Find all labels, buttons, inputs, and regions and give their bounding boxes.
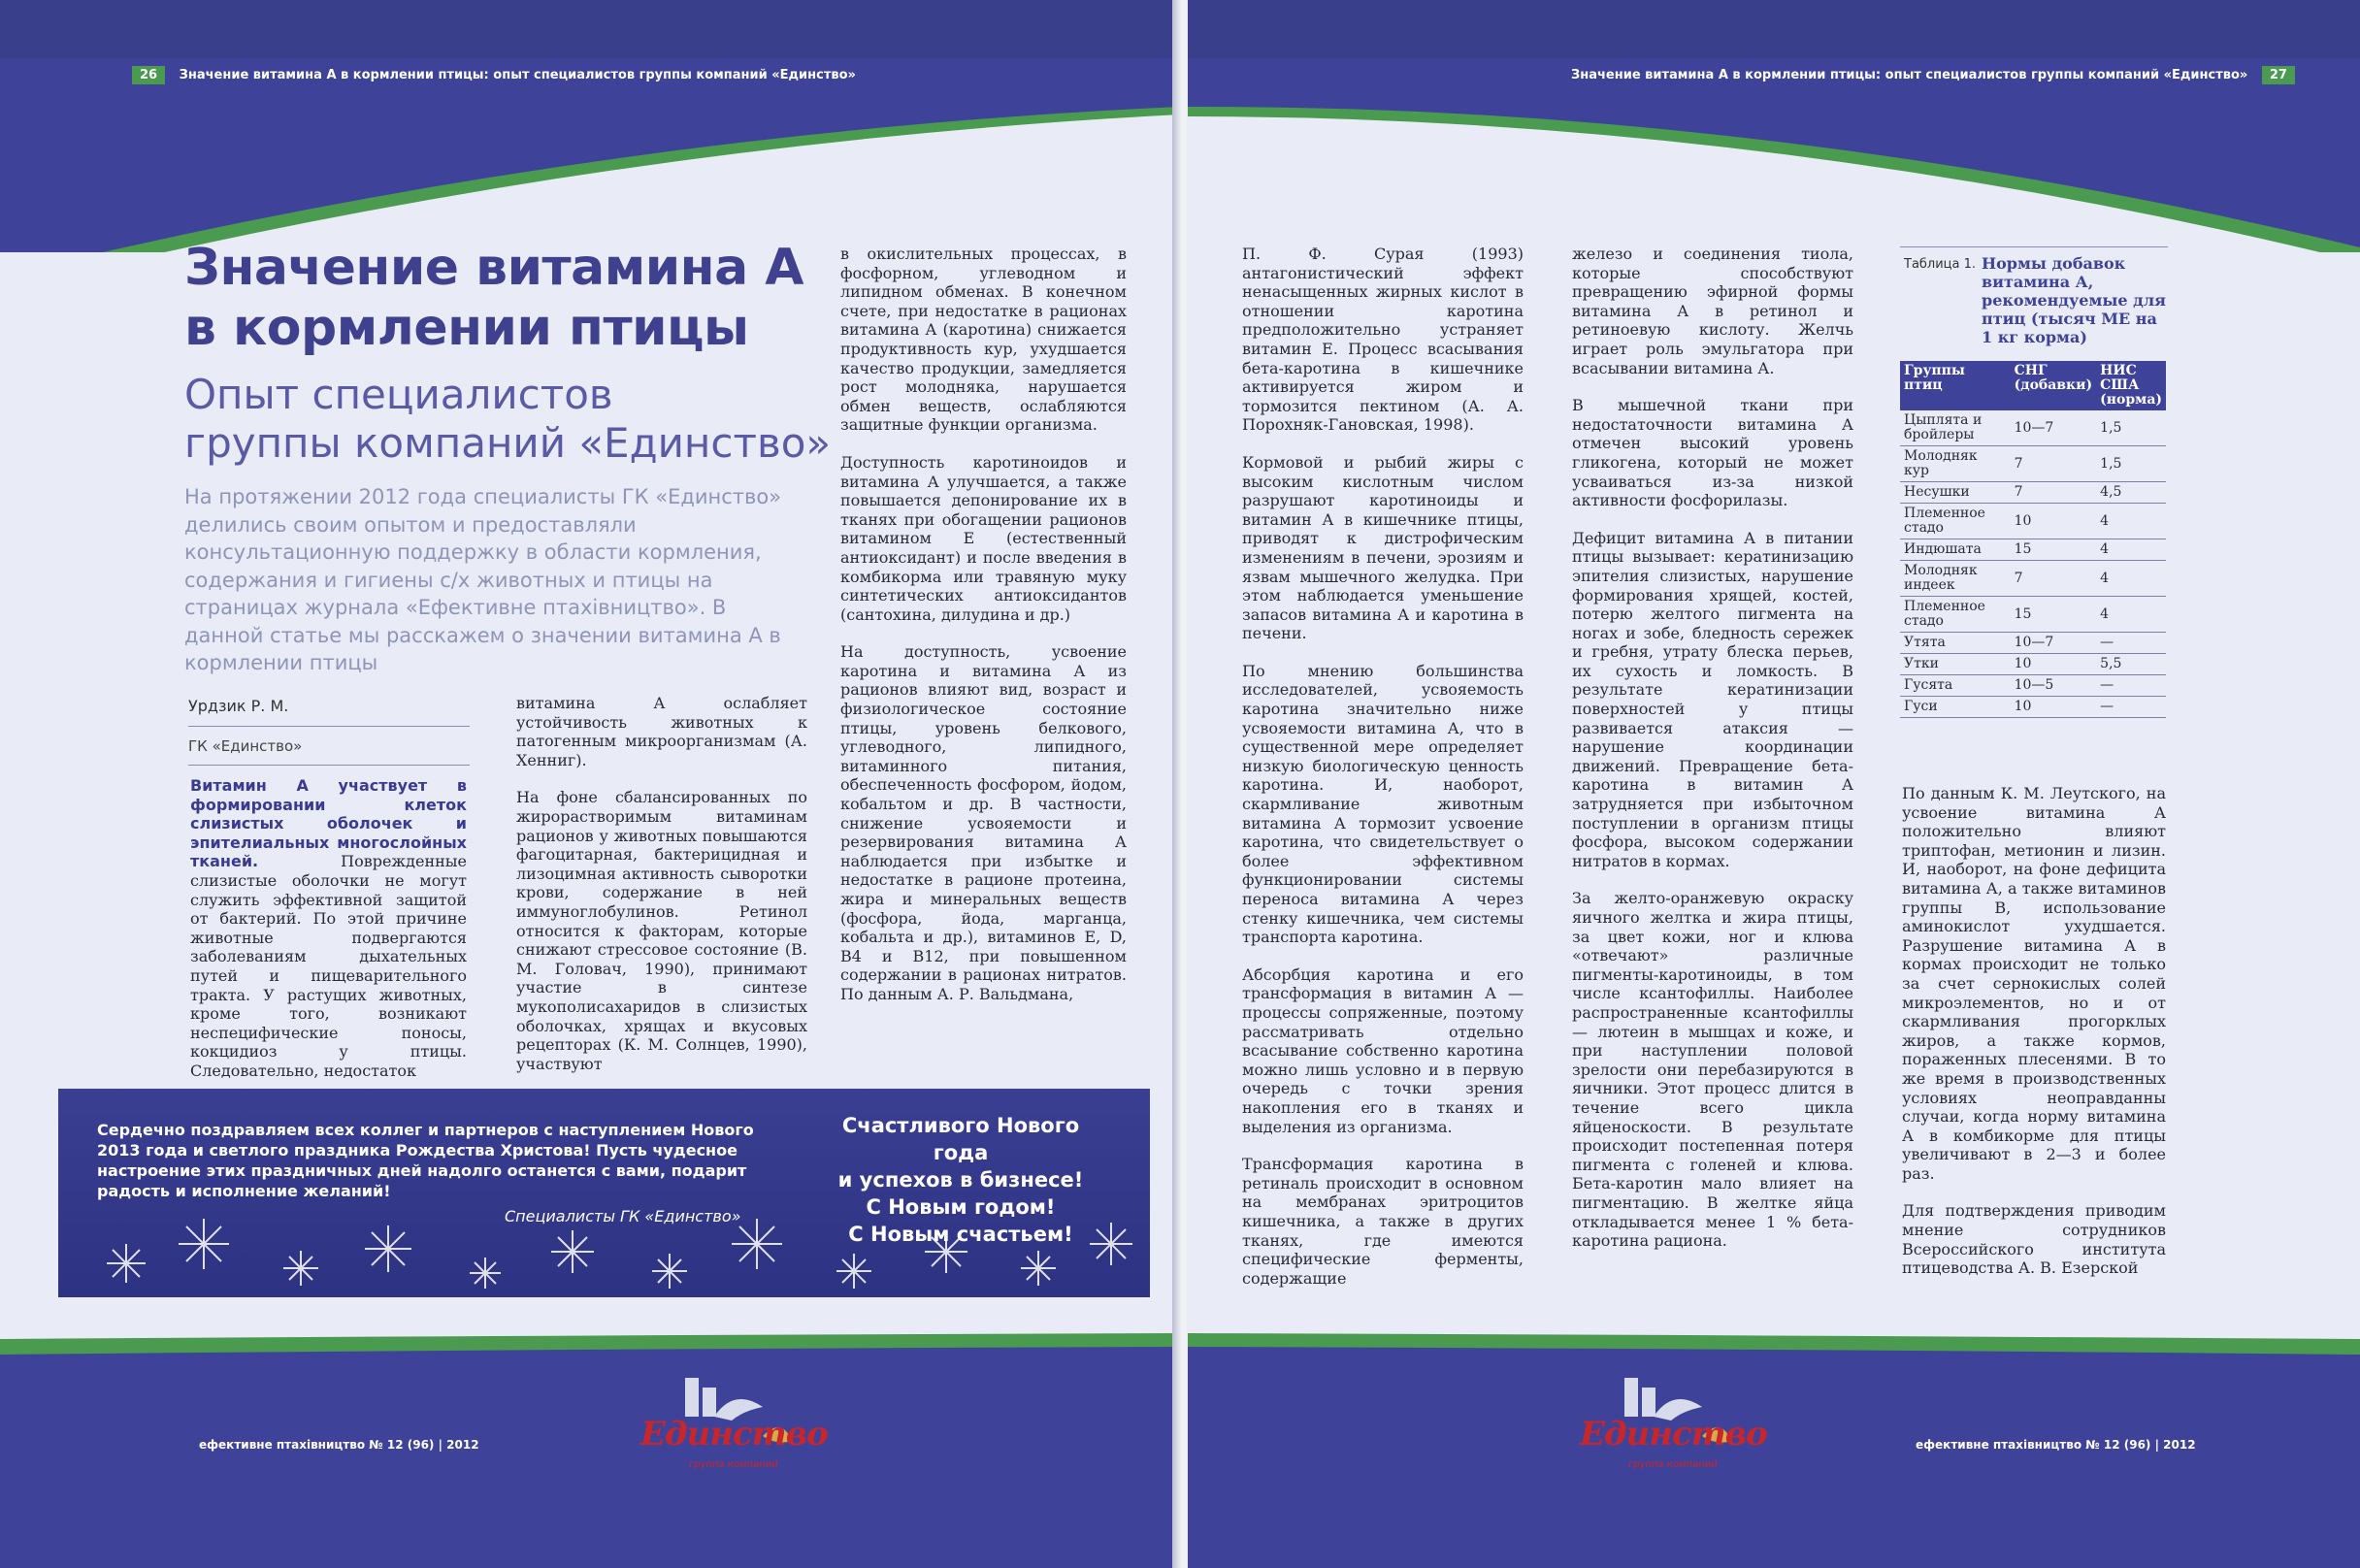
table-cell: 7 (2011, 561, 2097, 597)
table-cell: 15 (2011, 539, 2097, 561)
page-number: 27 (2262, 66, 2295, 84)
table-cell: Племенное стадо (1900, 597, 2011, 633)
greeting-banner (58, 1089, 1150, 1297)
col3-p2: Для подтверждения приводим мнение сотрудников Всероссийского института птицеводства А. В. Езерской (1902, 1201, 2166, 1278)
table-cell: 4 (2096, 561, 2166, 597)
col3-p1: в окислительных процессах, в фосфорном, углеводном и липидном обменах. В конечном счете, при недостатке в рационах витамина А (каротина) снижается продуктивность кур, ухудшается качество продукции, замедляется рост молодняка, нарушается обмен веществ, ослабляются защитные функции организма. (840, 245, 1127, 435)
greeting-text: Сердечно поздравляем всех коллег и партнеров с наступлением Нового 2013 года и светлого праздника Рождества Христова! Пусть чудесное настроение этих праздничных дней надолго останется с вами, подарит радость и исполнение желаний! (97, 1121, 754, 1200)
table-row (1900, 446, 2166, 482)
column-2 (1572, 245, 1853, 1269)
table-cell: 4 (2096, 539, 2166, 561)
right-page (1188, 0, 2360, 1568)
company-logo (617, 1378, 828, 1485)
new-year-wish (815, 1112, 1106, 1248)
table-title: Нормы добавок витамина А, рекомендуемые для птиц (тысяч МЕ на 1 кг корма) (1982, 254, 2166, 346)
wish-line-4: С Новым счастьем! (848, 1223, 1073, 1246)
table-row (1900, 654, 2166, 675)
table-cell: 4,5 (2096, 482, 2166, 504)
divider (188, 726, 470, 727)
col1-p2: Кормовой и рыбий жиры с высоким кислотным числом разрушают каротиноиды и витамин А в кишечнике птицы, приводят к дистрофическим изменениям в печени, эрозиям и язвам мышечного желудка. При этом наблюдается уменьшение запасов витамина А и каротина в печени. (1242, 452, 1524, 643)
table-cell: 7 (2011, 482, 2097, 504)
table-cell: 15 (2011, 597, 2097, 633)
running-head (122, 66, 856, 84)
table-row (1900, 410, 2166, 446)
table-cell: Цыплята и бройлеры (1900, 410, 2011, 446)
running-head-text: Значение витамина А в кормлении птицы: опыт специалистов группы компаний «Единство» (1571, 68, 2248, 82)
lead-paragraph: На протяжении 2012 года специалисты ГК «Единство» делились своим опытом и предоставляли консультационную поддержку в области кормления, содержания и гигиены с/х животных и птицы на страницах журнала «Ефективне птахівництво». В данной статье мы расскажем о значении витамина А в кормлении птицы (184, 485, 782, 674)
wish-line-3: С Новым годом! (866, 1195, 1056, 1219)
author: Урдзик Р. М. (188, 697, 289, 715)
col1-p4: Абсорбция каротина и его трансформация в витамин А — процессы сопряженные, поэтому рассматривать отдельно всасывание собственно каротина можно лишь условно и в первую очередь с точки зрения накопления его в тканях и выделения из организма. (1242, 964, 1524, 1136)
table-cell: — (2096, 675, 2166, 697)
col1-text: Поврежденные слизистые оболочки не могут служить эффективной защитой от бактерий. По этой причине животные подвергаются заболеваниям дыхательных путей и пищеварительного тракта. У растущих животных, кроме того, возникают неспецифические поносы, кокцидиоз у птицы. Следовательно, недостаток (190, 852, 467, 1080)
table-cell: 10—7 (2011, 633, 2097, 654)
col2-p1: витамина А ослабляет устойчивость животных к патогенным микроорганизмам (А. Хенниг). (516, 694, 807, 769)
column-1 (190, 776, 467, 1099)
col2-p4: За желто-оранжевую окраску яичного желтка и жира птицы, за цвет кожи, ног и клюва «отвечают» различные пигменты-каротиноиды, в том числе ксантофиллы. Наиболее распространенные ксантофиллы — лютеин в мышцах и коже, и при наступлении половой зрелости они перебазируются в яичники. Этот процесс длится в течение всего цикла яйценоскости. В результате происходит постепенная потеря пигмента с голеней и клюва. Бета-каротин мало влияет на пигментацию. В желтке яйца откладывается менее 1 % бета-каротина рациона. (1572, 889, 1853, 1251)
table-row (1900, 561, 2166, 597)
table-cell: 5,5 (2096, 654, 2166, 675)
col2-p2: В мышечной ткани при недостаточности витамина А отмечен высокий уровень гликогена, который не может усваиваться из-за низкой активности фосфорилазы. (1572, 396, 1853, 510)
col3-p3: На доступность, усвоение каротина и витамина А из рационов влияют вид, возраст и физиологическое состояние птицы, уровень белкового, углеводного, липидного, витаминного питания, обеспеченность фосфором, йодом, кобальтом и др. В частности, снижение усвояемости и резервирования витамина А наблюдается при избытке и недостатке в рационе протеина, жира и минеральных веществ (фосфора, йода, марганца, кобальта и др.), витаминов E, D, B4 и B12, при повышенном содержании в рационах нитратов. По данным А. Р. Вальдмана, (840, 642, 1127, 1003)
greeting-signature: Специалисты ГК «Единство» (505, 1207, 741, 1225)
column-2 (516, 694, 807, 1092)
table-cell: 10—5 (2011, 675, 2097, 697)
col1-p5: Трансформация каротина в ретиналь происходит в основном на мембранах эритроцитов кишечника, а также в других тканях, где имеются специфические ферменты, содержащие (1242, 1155, 1524, 1288)
organization: ГК «Единство» (188, 737, 303, 755)
table-cell: Молодняк кур (1900, 446, 2011, 482)
logo-word: Единство (1580, 1415, 1767, 1454)
table-caption: Таблица 1. (1904, 257, 1977, 272)
footer-text: ефективне птахівництво № 12 (96) | 2012 (199, 1438, 479, 1452)
highlight-text: Витамин А участвует в формировании клеток слизистых оболочек и эпителиальных многослойных тканей. (190, 776, 467, 871)
title-line-1: Значение витамина А (184, 239, 804, 297)
table-cell: — (2096, 697, 2166, 718)
table-cell: Молодняк индеек (1900, 561, 2011, 597)
table-cell: Гусята (1900, 675, 2011, 697)
table-header: Группы птиц (1900, 361, 2011, 410)
col2-p1: железо и соединения тиола, которые способствуют превращению эфирной формы витамина А в ретинол и ретиноевую кислоту. Желчь играет роль эмульгатора при всасывании витамина А. (1572, 245, 1853, 377)
article-title (184, 238, 803, 358)
table-cell: Племенное стадо (1900, 504, 2011, 539)
table-cell: 10 (2011, 654, 2097, 675)
table-cell: 10—7 (2011, 410, 2097, 446)
subtitle-line-2: группы компаний «Единство» (184, 419, 832, 467)
table-row (1900, 482, 2166, 504)
logo-word: Единство (640, 1415, 828, 1454)
table-cell: Несушки (1900, 482, 2011, 504)
column-1 (1242, 245, 1524, 1306)
wish-line-2: и успехов в бизнесе! (837, 1168, 1084, 1192)
table-cell: 10 (2011, 697, 2097, 718)
title-line-2: в кормлении птицы (184, 299, 749, 357)
table-row (1900, 675, 2166, 697)
header-band (0, 0, 1180, 252)
table-header: НИС США (норма) (2096, 361, 2166, 410)
table-cell: 4 (2096, 597, 2166, 633)
table-cell: Утята (1900, 633, 2011, 654)
table-cell: 1,5 (2096, 446, 2166, 482)
col3-p1: По данным К. М. Леутского, на усвоение витамина А положительно влияют триптофан, метионин и лизин. И, наоборот, на фоне дефицита витамина А, а также витаминов группы В, использование аминокислот ухудшается. Разрушение витамина А в кормах происходит не только за счет сернокислых солей микроэлементов, но и от скармливания прогорклых жиров, а также кормов, пораженных плесенями. В то же время в производственных условиях неоправданны случаи, когда норму витамина А в комбикорме для птицы увеличивают в 2—3 и более раз. (1902, 784, 2166, 1183)
col1-p3: По мнению большинства исследователей, усвояемость каротина значительно ниже усвояемости витамина А, что в существенной мере определяет низкую биологическую ценность каротина. И, наоборот, скармливание животным витамина А тормозит усвоение каротина, что свидетельствует о более эффективном функционировании системы переноса витамина А через стенку кишечника, чем системы транспорта каротина. (1242, 661, 1524, 947)
table-cell: 4 (2096, 504, 2166, 539)
header-band (1188, 0, 2360, 252)
footer-text: ефективне птахівництво № 12 (96) | 2012 (1916, 1438, 2196, 1452)
table-top-rule (1900, 246, 2168, 247)
table-cell: 10 (2011, 504, 2097, 539)
table-cell: Индюшата (1900, 539, 2011, 561)
table-row (1900, 539, 2166, 561)
footer-band (0, 1320, 1180, 1568)
table-row (1900, 504, 2166, 539)
table-cell: Утки (1900, 654, 2011, 675)
divider (188, 765, 470, 766)
col2-p3: Дефицит витамина А в питании птицы вызывает: кератинизацию эпителия слизистых, нарушение формирования хрящей, костей, потерю желтого пигмента на ногах и зобе, бледность сережек и гребня, утрату блеска перьев, их сухость и ломкость. В результате кератинизации поверхностей у птицы развивается атаксия — нарушение координации движений. Превращение бета-каротина в витамин А затрудняется при избыточном поступлении в организм птицы фосфора, высоком содержании нитратов в кормах. (1572, 528, 1853, 870)
table-row (1900, 633, 2166, 654)
running-head-text: Значение витамина А в кормлении птицы: опыт специалистов группы компаний «Единство» (179, 68, 856, 82)
col2-p2: На фоне сбалансированных по жирорастворимым витаминам рационов у животных повышаются фагоцитарная, бактерицидная и лизоцимная активность сыворотки крови, содержание в ней иммуноглобулинов. Ретинол относится к факторам, которые снижают стрессовое состояние (В. М. Головач, 1990), принимают участие в синтезе мукополисахаридов в слизистых оболочках, хрящах и вкусовых рецепторах (К. М. Солнцев, 1990), участвуют (516, 788, 807, 1073)
company-logo (1557, 1378, 1767, 1485)
wish-line-1: Счастливого Нового года (841, 1114, 1080, 1164)
logo-subtitle: группа компаний (689, 1459, 778, 1470)
table-cell: — (2096, 633, 2166, 654)
col1-p1: П. Ф. Сурая (1993) антагонистический эффект ненасыщенных жирных кислот в отношении каротина предположительно устраняет витамин Е. Процесс всасывания бета-каротина в кишечнике активируется жиром и тормозится пектином (А. А. Порохняк-Гановская, 1998). (1242, 245, 1524, 435)
article-subtitle (184, 371, 831, 468)
table-header-row (1900, 361, 2166, 410)
logo-subtitle: группа компаний (1628, 1459, 1718, 1470)
running-head (1571, 66, 2305, 84)
table-cell: 7 (2011, 446, 2097, 482)
subtitle-line-1: Опыт специалистов (184, 371, 613, 418)
table-row (1900, 697, 2166, 718)
table-cell: Гуси (1900, 697, 2011, 718)
column-3 (840, 245, 1127, 1023)
col3-p2: Доступность каротиноидов и витамина А улучшается, а также повышается депонирование их в тканях при обогащении рационов витамином Е (естественный антиоксидант) и после введения в комбикорма или травяную муку синтетических антиоксидантов (сантохина, дилудина и др.) (840, 452, 1127, 624)
vitamin-norms-table (1900, 361, 2166, 718)
table-row (1900, 597, 2166, 633)
column-3 (1902, 784, 2166, 1296)
table-cell: 1,5 (2096, 410, 2166, 446)
table-header: СНГ (добавки) (2011, 361, 2097, 410)
page-number: 26 (132, 66, 165, 84)
